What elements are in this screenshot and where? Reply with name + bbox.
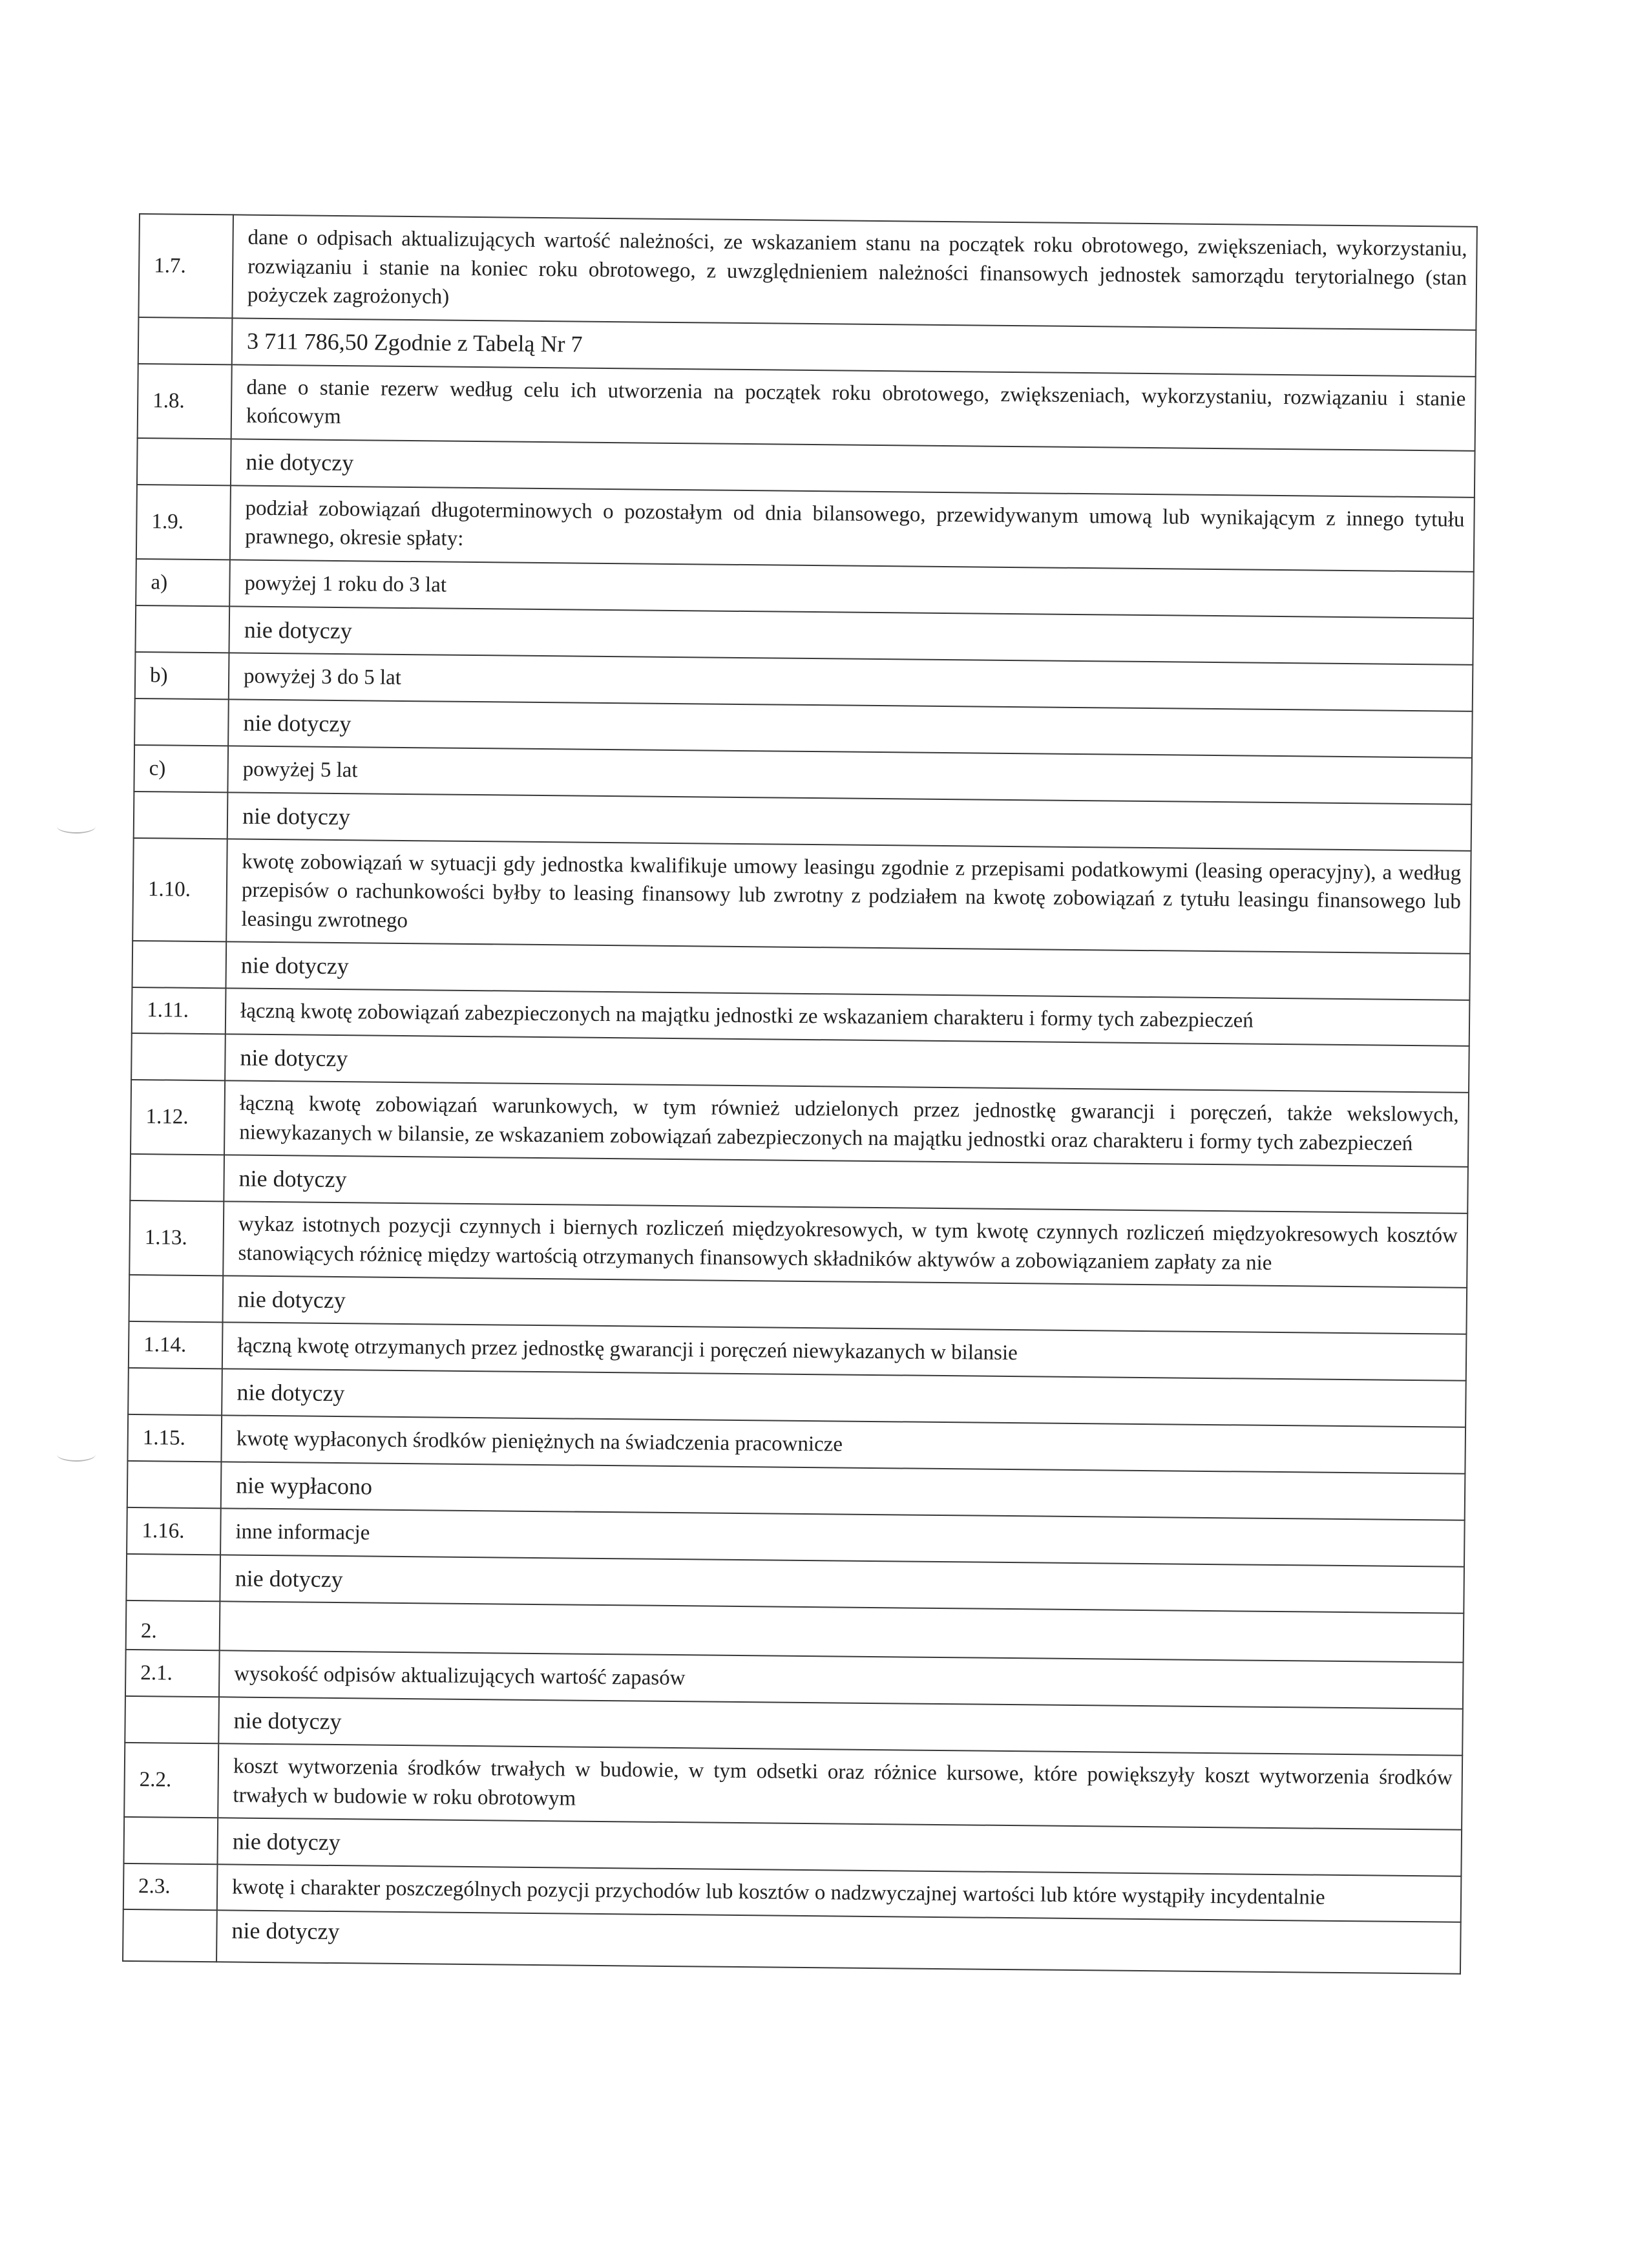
item-description: łączną kwotę zobowiązań zabezpieczonych na majątku jednostki ze wskazaniem charakteru i formy tych zabezpieczeń [226,989,1470,1046]
table-row [132,838,1471,954]
item-number [123,1817,218,1864]
item-description: kwotę wypłaconych środków pieniężnych na świadczenia pracownicze [221,1416,1465,1474]
item-number [135,605,229,653]
item-number [129,1275,224,1322]
item-number [131,1033,226,1080]
item-number [128,1368,222,1415]
item-number: 1.8. [138,364,232,439]
item-answer: nie dotyczy [227,792,1472,850]
item-number [130,1154,224,1201]
item-number: 1.13. [129,1201,224,1276]
item-number: 1.9. [136,485,231,560]
item-description: powyżej 3 do 5 lat [229,653,1473,711]
item-description: koszt wytworzenia środków trwałych w budowie, w tym odsetki oraz różnice kursowe, które powiększyły koszt wytworzenia środków trwałych w budowie w roku obrotowym [218,1743,1462,1830]
item-answer: nie dotyczy [217,1818,1462,1876]
item-answer: nie dotyczy [224,1155,1468,1213]
item-number: 2.1. [125,1650,220,1697]
item-number: 2.3. [123,1864,218,1910]
notes-table [122,213,1478,1975]
item-number [132,941,226,988]
item-number [123,1909,217,1962]
item-description: inne informacje [220,1509,1465,1567]
item-description: dane o stanie rezerw według celu ich utworzenia na początek roku obrotowego, zwiększeniach, wykorzystaniu, rozwiązaniu i stanie końcowym [231,364,1476,451]
item-answer: 3 711 786,50 Zgodnie z Tabelą Nr 7 [232,318,1476,376]
item-description: wysokość odpisów aktualizujących wartość zapasów [219,1651,1464,1709]
item-description: kwotę zobowiązań w sytuacji gdy jednostka kwalifikuje umowy leasingu zgodnie z przepisami podatkowymi (leasing operacyjny), a według przepisów o rachunkowości byłby to leasing finansowy lub zwrotny z podziałem na kwotę zobowiązań z tytułu leasingu finansowego lub leasingu zwrotnego [226,839,1471,954]
item-number [126,1554,220,1601]
item-answer: nie dotyczy [226,942,1470,1000]
scan-punch-mark [57,1447,96,1462]
item-number [138,317,233,364]
item-description: powyżej 5 lat [227,746,1472,804]
item-number: 2.2. [124,1743,218,1818]
item-number: 1.11. [132,987,226,1034]
item-number [134,698,229,746]
scan-punch-mark [57,819,96,834]
item-answer: nie dotyczy [228,699,1473,757]
table-row [124,1743,1462,1830]
item-number: 1.14. [129,1321,223,1369]
table-row [138,214,1476,330]
item-number [125,1696,219,1743]
item-number: a) [136,559,230,606]
table-row [136,485,1475,572]
item-number: 1.15. [127,1414,222,1462]
item-number [137,438,231,485]
item-answer: nie dotyczy [218,1697,1463,1755]
item-description: łączną kwotę otrzymanych przez jednostkę gwarancji i poręczeń niewykazanych w bilansie [222,1323,1467,1381]
item-answer: nie wypłacono [221,1462,1465,1520]
item-description: dane o odpisach aktualizujących wartość należności, ze wskazaniem stanu na początek roku obrotowego, zwiększeniach, wykorzystaniu, rozwiązaniu i stanie na koniec roku obrotowego, z uwzględnieniem należności finansowych jednostek samorządu terytorialnego (stan pożyczek zagrożonych) [232,215,1476,330]
item-answer: nie dotyczy [223,1276,1467,1334]
item-answer: nie dotyczy [216,1910,1461,1973]
item-number: 1.10. [132,838,227,942]
item-answer: nie dotyczy [222,1369,1466,1427]
item-number: b) [135,652,229,699]
table-row [129,1201,1467,1288]
item-description: powyżej 1 roku do 3 lat [229,560,1474,618]
table-row [131,1080,1469,1167]
item-description: podział zobowiązań długoterminowych o pozostałym od dnia bilansowego, przewidywanym umową lub wynikającym z innego tytułu prawnego, okresie spłaty: [230,485,1475,572]
item-description: wykaz istotnych pozycji czynnych i biernych rozliczeń międzyokresowych, w tym kwotę czynnych rozliczeń międzyokresowych kosztów stanowiących różnicę między wartością otrzymanych finansowych składników aktywów a zobowiązaniem zapłaty za nie [223,1201,1467,1288]
section-number: 2. [126,1601,220,1650]
item-description: kwotę i charakter poszczególnych pozycji przychodów lub kosztów o nadzwyczajnej wartości lub które wystąpiły incydentalnie [217,1865,1462,1922]
item-answer: nie dotyczy [225,1034,1469,1092]
table-row [138,364,1476,451]
item-number: 1.7. [138,214,233,318]
item-answer: nie dotyczy [231,439,1475,497]
item-number: 1.16. [127,1507,221,1555]
item-description: łączną kwotę zobowiązań warunkowych, w tym również udzielonych przez jednostkę gwarancji i poręczeń, także wekslowych, niewykazanych w bilansie, ze wskazaniem zobowiązań zabezpieczonych na majątku jednostki oraz charakteru i formy tych zabezpieczeń [224,1080,1469,1167]
item-number [127,1461,222,1508]
item-answer: nie dotyczy [229,606,1473,664]
item-number: c) [134,745,228,792]
item-number: 1.12. [131,1080,225,1155]
item-answer: nie dotyczy [220,1555,1464,1613]
item-number [134,792,228,839]
